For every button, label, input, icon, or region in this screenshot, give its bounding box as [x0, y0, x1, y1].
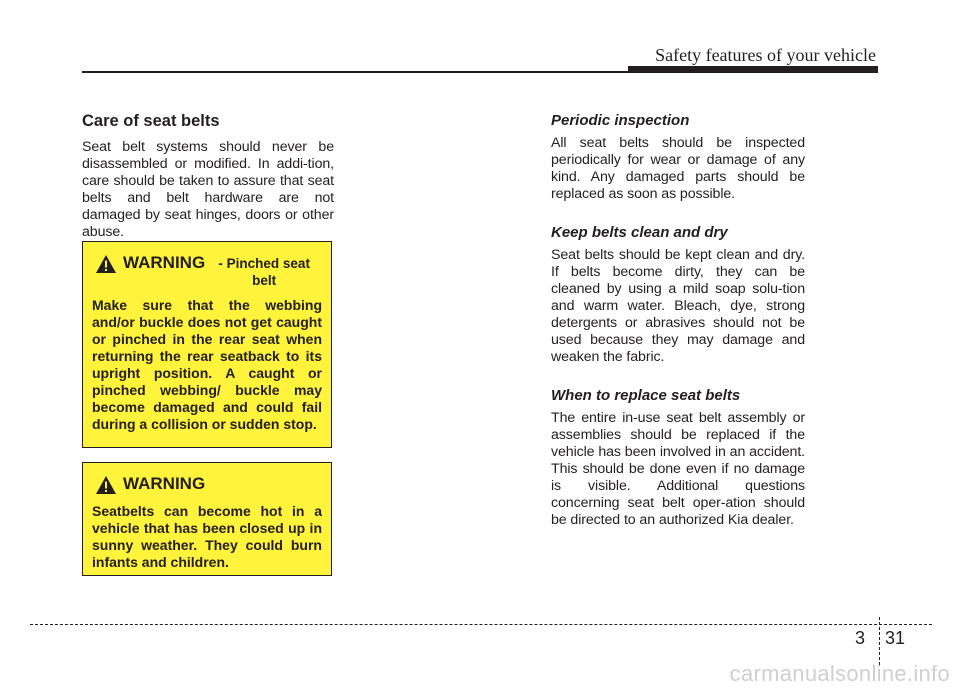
chapter-number: 3 — [855, 628, 866, 648]
warning-triangle-icon — [95, 475, 117, 495]
left-column — [82, 112, 334, 241]
warning-header — [92, 474, 322, 495]
footer-rule — [30, 624, 932, 625]
warning-box-hot — [82, 462, 332, 576]
warning-label: WARNING — [123, 474, 206, 493]
warning-box-pinched — [82, 241, 332, 448]
warning-text: Seatbelts can become hot in a vehicle that has been closed up in sunny weather. They could burn infants and children. — [92, 503, 322, 570]
section-title-replace: When to replace seat belts — [551, 387, 741, 404]
warning-label: WARNING — [123, 253, 206, 272]
right-column — [551, 112, 805, 529]
watermark: carmanualsonline.info — [729, 661, 950, 686]
warning-triangle-icon — [95, 254, 117, 274]
section-body-replace: The entire in-use seat belt assembly or assemblies should be replaced if the vehicle has been involved in an accident. This should be done even if no damage is visible. Additional questions concerning seat belt oper-ation should be directed to an authorized Kia dealer. — [551, 410, 805, 528]
warning-subtitle: - Pinched seat belt — [218, 256, 310, 288]
footer-divider — [879, 617, 880, 665]
section-body-clean: Seat belts should be kept clean and dry. If belts become dirty, they can be cleaned by using a mild soap solu-tion and warm water. Bleach, dye, strong detergents or abrasives should not be used because they may damage and weaken the fabric. — [551, 247, 805, 365]
warning-text: Make sure that the webbing and/or buckle does not get caught or pinched in the rear seat when returning the rear seatback to its upright position. A caught or pinched webbing/ buckle may become damaged and could fail during a collision or sudden stop. — [92, 297, 322, 432]
section-body-periodic: All seat belts should be inspected periodically for wear or damage of any kind. Any damaged parts should be replaced as soon as possible. — [551, 135, 805, 202]
section-title-care: Care of seat belts — [82, 112, 220, 130]
running-header: Safety features of your vehicle — [655, 45, 876, 65]
section-title-clean: Keep belts clean and dry — [551, 224, 728, 241]
section-body-care: Seat belt systems should never be disassembled or modified. In addi-tion, care should be taken to assure that seat belts and belt hardware are not damaged by seat hinges, doors or other abuse. — [82, 139, 334, 240]
warning-header — [92, 253, 322, 289]
section-title-periodic: Periodic inspection — [551, 112, 690, 129]
header-rule-bar — [628, 66, 878, 72]
page-number: 31 — [885, 628, 906, 648]
